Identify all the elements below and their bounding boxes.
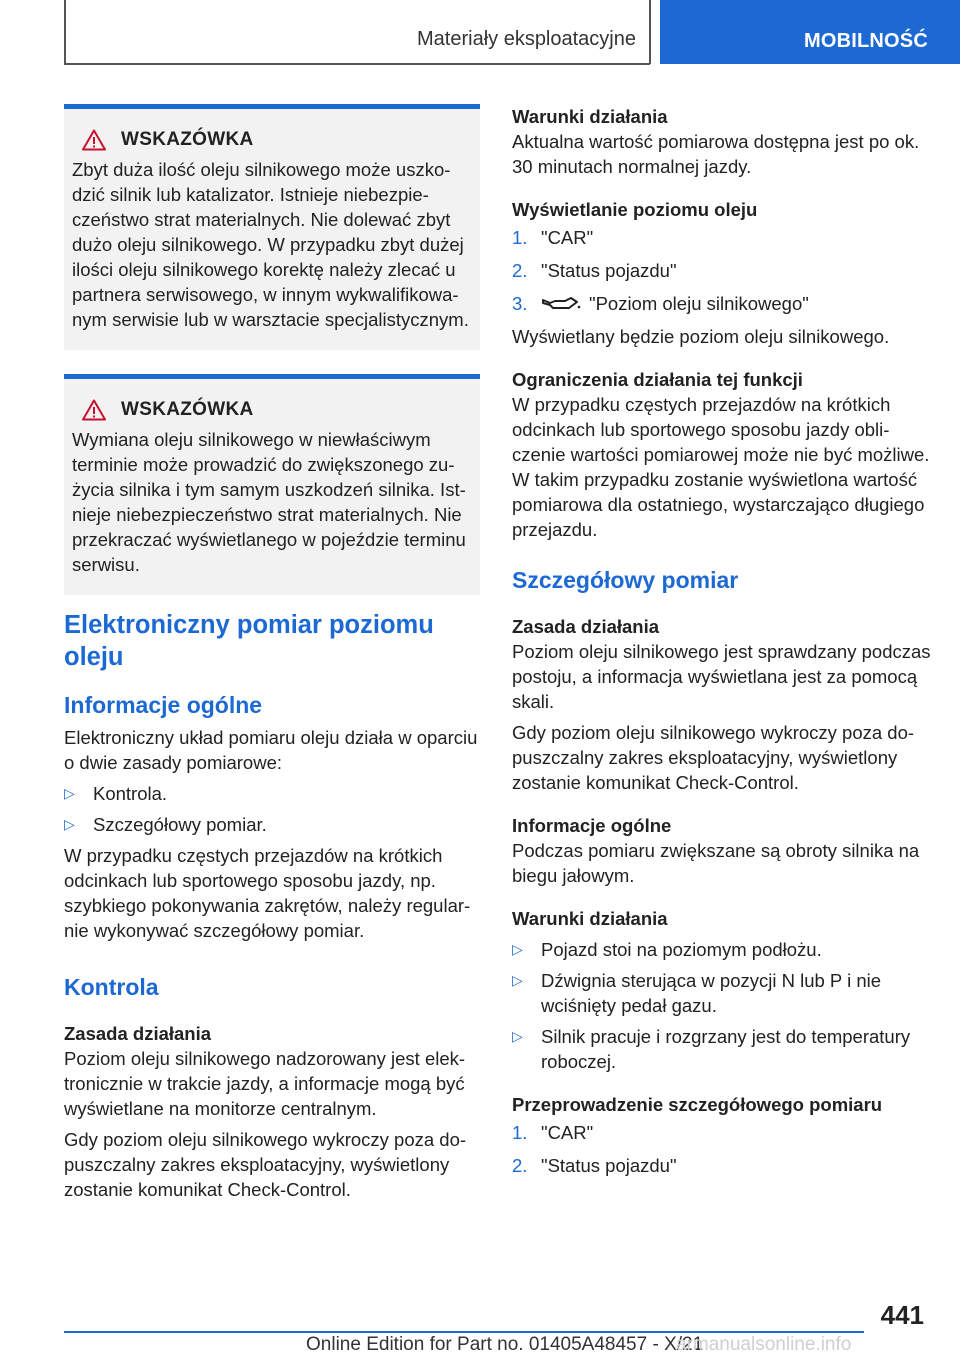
warning-note [64, 374, 480, 595]
warning-text: Zbyt duża ilość oleju silnikowego może uszkodzić silnik lub katalizator. Istnieje niebezpieczeństwo strat materialnych. Nie dolewać zbyt dużo oleju silnikowego. W przypadku zbyt dużej ilości oleju silnikowego korektę należy zlecać u partnera serwisowego, w innym wykwalifikowanym serwisie lub w warsztacie specjalistycznym. [72, 159, 469, 330]
paragraph: W przypadku częstych przejazdów na krótkich odcinkach lub sportowego sposobu jazdy obliczenie wartości pomiarowej może nie być możliwe. W takim przypadku zostanie wyświetlona wartość pomiarowa dla ostatniego, wystarczająco długiego przejazdu. [512, 394, 930, 540]
subheading: Warunki działania [512, 908, 668, 929]
paragraph: Gdy poziom oleju silnikowego wykroczy poza dopuszczalny zakres eksploatacyjny, wyświetlony zostanie komunikat Check-Control. [64, 1129, 467, 1200]
triangle-bullet-icon: ▷ [64, 785, 75, 801]
paragraph: Elektroniczny układ pomiaru oleju działa w oparciu o dwie zasady pomiarowe: [64, 727, 478, 773]
warning-title: WSKAZÓWKA [121, 129, 254, 150]
paragraph: Poziom oleju silnikowego jest sprawdzany podczas postoju, a informacja wyświetlana jest za pomocą skali. [512, 641, 931, 712]
subheading: Warunki działania [512, 106, 668, 127]
step-item: 1. "CAR" [512, 227, 594, 248]
triangle-bullet-icon: ▷ [512, 972, 523, 988]
list-item: ▷ Szczegółowy pomiar. [64, 814, 267, 835]
triangle-bullet-icon: ▷ [512, 941, 523, 957]
paragraph: Gdy poziom oleju silnikowego wykroczy poza dopuszczalny zakres eksploatacyjny, wyświetlony zostanie komunikat Check-Control. [512, 722, 915, 793]
triangle-bullet-icon: ▷ [512, 1028, 523, 1044]
header-rule-left [64, 0, 66, 64]
warning-triangle-icon [82, 129, 106, 151]
footer-rule [64, 1331, 864, 1333]
right-column [512, 104, 932, 1186]
footer-edition: Online Edition for Part no. 01405A48457 - X/21 [306, 1334, 704, 1355]
page-number: 441 [880, 1300, 924, 1330]
paragraph: Wyświetlany będzie poziom oleju silnikowego. [512, 326, 890, 347]
header-chapter-label: MOBILNOŚĆ [803, 30, 928, 52]
header-rule-right [649, 0, 651, 64]
left-column [64, 104, 480, 1208]
section-heading: Informacje ogólne [64, 692, 263, 718]
paragraph: Poziom oleju silnikowego nadzorowany jest elektronicznie w trakcie jazdy, a informacje mogą być wyświetlane na monitorze centralnym. [64, 1048, 466, 1119]
list-item: ▷ Dźwignia sterująca w pozycji N lub P i nie wciśnięty pedał gazu. [512, 970, 882, 1016]
header-chapter-tab[interactable] [660, 0, 960, 64]
list-item: ▷ Pojazd stoi na poziomym podłożu. [512, 939, 822, 960]
paragraph: W przypadku częstych przejazdów na krótkich odcinkach lub sportowego sposobu jazdy, np. szybkiego pokonywania zakrętów, należy regularnie wykonywać szczegółowy pomiar. [64, 845, 471, 941]
paragraph: Podczas pomiaru zwiększane są obroty silnika na biegu jałowym. [512, 840, 920, 886]
list-item: ▷ Kontrola. [64, 783, 168, 804]
oil-can-icon [541, 295, 581, 313]
subheading: Informacje ogólne [512, 815, 672, 836]
warning-triangle-icon [82, 399, 106, 421]
step-item: 2. "Status pojazdu" [512, 1155, 677, 1176]
subheading: Ograniczenia działania tej funkcji [512, 369, 803, 390]
warning-title: WSKAZÓWKA [121, 399, 254, 420]
warning-note [64, 104, 480, 350]
section-heading: Szczegółowy pomiar [512, 567, 739, 593]
list-item: ▷ Silnik pracuje i rozgrzany jest do temperatury roboczej. [512, 1026, 911, 1072]
header-rule-bottom [64, 63, 650, 65]
header-section-title: Materiały eksploatacyjne [417, 28, 636, 50]
subheading: Wyświetlanie poziomu oleju [512, 199, 758, 220]
triangle-bullet-icon: ▷ [64, 816, 75, 832]
subheading: Przeprowadzenie szczegółowego pomiaru [512, 1094, 883, 1115]
step-item: 1. "CAR" [512, 1122, 594, 1143]
step-item: 3. "Poziom oleju silnikowego" [512, 293, 809, 314]
subheading: Zasada działania [64, 1023, 212, 1044]
footer-watermark: armanualsonline.info [676, 1334, 852, 1355]
chapter-heading: Elektroniczny pomiar poziomu oleju [64, 611, 434, 671]
step-item: 2. "Status pojazdu" [512, 260, 677, 281]
subheading: Zasada działania [512, 616, 660, 637]
paragraph: Aktualna wartość pomiarowa dostępna jest po ok. 30 minutach normalnej jazdy. [512, 131, 920, 177]
section-heading: Kontrola [64, 974, 159, 1000]
warning-text: Wymiana oleju silnikowego w niewłaściwym terminie może prowadzić do zwiększonego zużycia silnika i tym samym uszkodzeń silnika. Istnieje niebezpieczeństwo strat materialnych. Nie przekraczać wyświetlanego w pojeździe terminu serwisu. [72, 429, 466, 575]
